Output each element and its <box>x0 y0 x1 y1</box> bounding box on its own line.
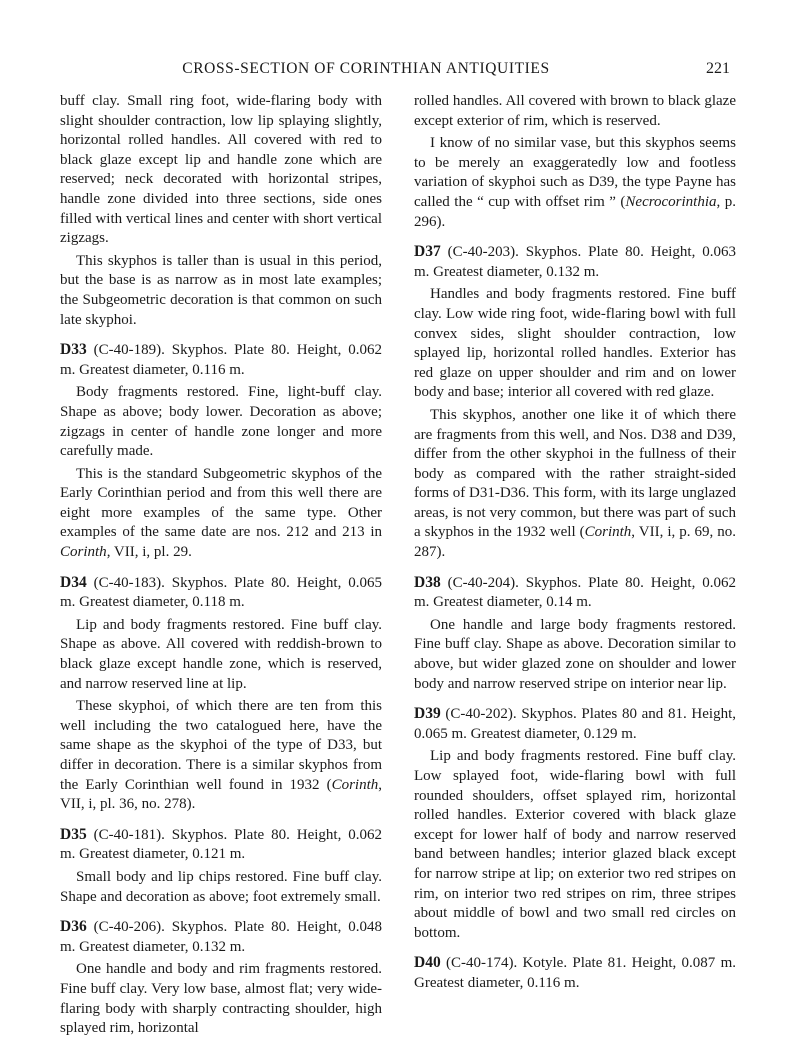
entry-id: D39 <box>414 705 441 723</box>
entry-header: (C-40-203). Skyphos. Plate 80. Height, 0.063 m. Greatest diameter, 0.132 m. <box>414 244 736 280</box>
entry-header: (C-40-174). Kotyle. Plate 81. Height, 0.087 m. Greatest diameter, 0.116 m. <box>414 955 736 991</box>
entry-id: D37 <box>414 243 441 261</box>
right-column <box>414 92 736 994</box>
catalogue-entry-d36 <box>60 917 382 957</box>
entry-header: (C-40-189). Skyphos. Plate 80. Height, 0.062 m. Greatest diameter, 0.116 m. <box>60 342 382 378</box>
catalogue-entry-d39 <box>414 704 736 744</box>
catalogue-entry-d34 <box>60 573 382 613</box>
entry-id: D38 <box>414 573 441 591</box>
catalogue-entry-d33 <box>60 340 382 380</box>
entry-header: (C-40-202). Skyphos. Plates 80 and 81. Height, 0.065 m. Greatest diameter, 0.129 m. <box>414 706 736 742</box>
remark-paragraph: This skyphos is taller than is usual in this period, but the base is as narrow as in most late examples; the Subgeometric decoration is that common on such late skyphoi. <box>60 252 382 328</box>
entry-header: (C-40-183). Skyphos. Plate 80. Height, 0.065 m. Greatest diameter, 0.118 m. <box>60 574 382 611</box>
entry-id: D33 <box>60 341 87 359</box>
entry-remark: This skyphos, another one like it of which there are fragments from this well, and Nos. D38 and D39, differ from the other skyphoi in the fullness of their body as compared with the rather straight-sided forms of D31-D36. This form, with its large unglazed areas, is not very common, but there was part of such a skyphos in the 1932 well (Corinth, VII, i, p. 69, no. 287). <box>414 406 736 561</box>
entry-id: D35 <box>60 825 87 843</box>
catalogue-entry-d35 <box>60 825 382 865</box>
entry-description: Handles and body fragments restored. Fine buff clay. Low wide ring foot, wide-flaring bowl with full convex sides, slight shoulder contraction, low splayed lip, horizontal rolled handles. Exterior has red glaze on upper shoulder and rim and on lower body and base; interior all covered with red glaze. <box>414 286 736 401</box>
entry-description: Lip and body fragments restored. Fine buff clay. Low splayed foot, wide-flaring bowl with full rounded shoulders, offset splayed rim, horizontal rolled handles. Exterior covered with black glaze except for lower half of body and narrow reserved band between handles; interior glazed black except for narrow stripe at lip; on exterior two red stripes on rim, on interior two red stripes on rim, three stripes about middle of bowl and two small red circles on bottom. <box>414 748 736 941</box>
entry-header: (C-40-181). Skyphos. Plate 80. Height, 0.062 m. Greatest diameter, 0.121 m. <box>60 826 382 863</box>
entry-remark: I know of no similar vase, but this skyphos seems to be merely an exaggeratedly low and footless variation of skyphoi such as D39, the type Payne has called the “ cup with offset rim ” (Necrocorinthia, p. 296). <box>414 135 737 230</box>
continued-paragraph: buff clay. Small ring foot, wide-flaring body with slight shoulder contraction, low lip splaying slightly, horizontal rolled handles. All covered with red to black glaze except lip and handle zone which are reserved; neck decorated with horizontal stripes, handle zone divided into three sections, side ones filled with vertical lines and center with short vertical zigzags. <box>60 93 382 247</box>
entry-header: (C-40-204). Skyphos. Plate 80. Height, 0.062 m. Greatest diameter, 0.14 m. <box>414 574 736 611</box>
entry-description: Lip and body fragments restored. Fine buff clay. Shape as above. All covered with reddish-brown to black glaze except handle zone, which is reserved, and narrow reserved line at lip. <box>60 616 382 692</box>
entry-description: One handle and large body fragments restored. Fine buff clay. Shape as above. Decoration similar to above, but wider glazed zone on shoulder and lower body and narrow reserved stripe on interior near lip. <box>414 616 736 692</box>
running-title: CROSS-SECTION OF CORINTHIAN ANTIQUITIES <box>182 60 550 77</box>
left-column <box>60 92 382 1039</box>
entry-id: D40 <box>414 954 441 972</box>
entry-header: (C-40-206). Skyphos. Plate 80. Height, 0.048 m. Greatest diameter, 0.132 m. <box>60 919 382 955</box>
entry-id: D34 <box>60 573 87 591</box>
entry-id: D36 <box>60 918 87 936</box>
catalogue-entry-d40 <box>414 953 736 993</box>
catalogue-entry-d38 <box>414 573 736 613</box>
entry-remark: These skyphoi, of which there are ten from this well including the two catalogued here, have the same shape as the skyphoi of the type of D33, but differ in decoration. There is a similar skyphos from the Early Corinthian well found in 1932 (Corinth, VII, i, pl. 36, no. 278). <box>60 698 382 813</box>
entry-description: One handle and body and rim fragments restored. Fine buff clay. Very low base, almost flat; very wide-flaring body with sharply contracting shoulder, high splayed rim, horizontal <box>60 961 382 1037</box>
catalogue-entry-d37 <box>414 242 736 282</box>
running-head <box>0 58 792 82</box>
continued-paragraph: rolled handles. All covered with brown to black glaze except exterior of rim, which is reserved. <box>414 93 736 129</box>
entry-description: Small body and lip chips restored. Fine buff clay. Shape and decoration as above; foot extremely small. <box>60 868 382 905</box>
page-number: 221 <box>706 60 730 77</box>
entry-description: Body fragments restored. Fine, light-buff clay. Shape as above; body lower. Decoration as above; zigzags in center of handle zone longer and more carefully made. <box>60 384 382 460</box>
entry-remark: This is the standard Subgeometric skyphos of the Early Corinthian period and from this well there are eight more examples of the same type. Other examples of the same date are nos. 212 and 213 in Corinth, VII, i, pl. 29. <box>60 465 382 561</box>
